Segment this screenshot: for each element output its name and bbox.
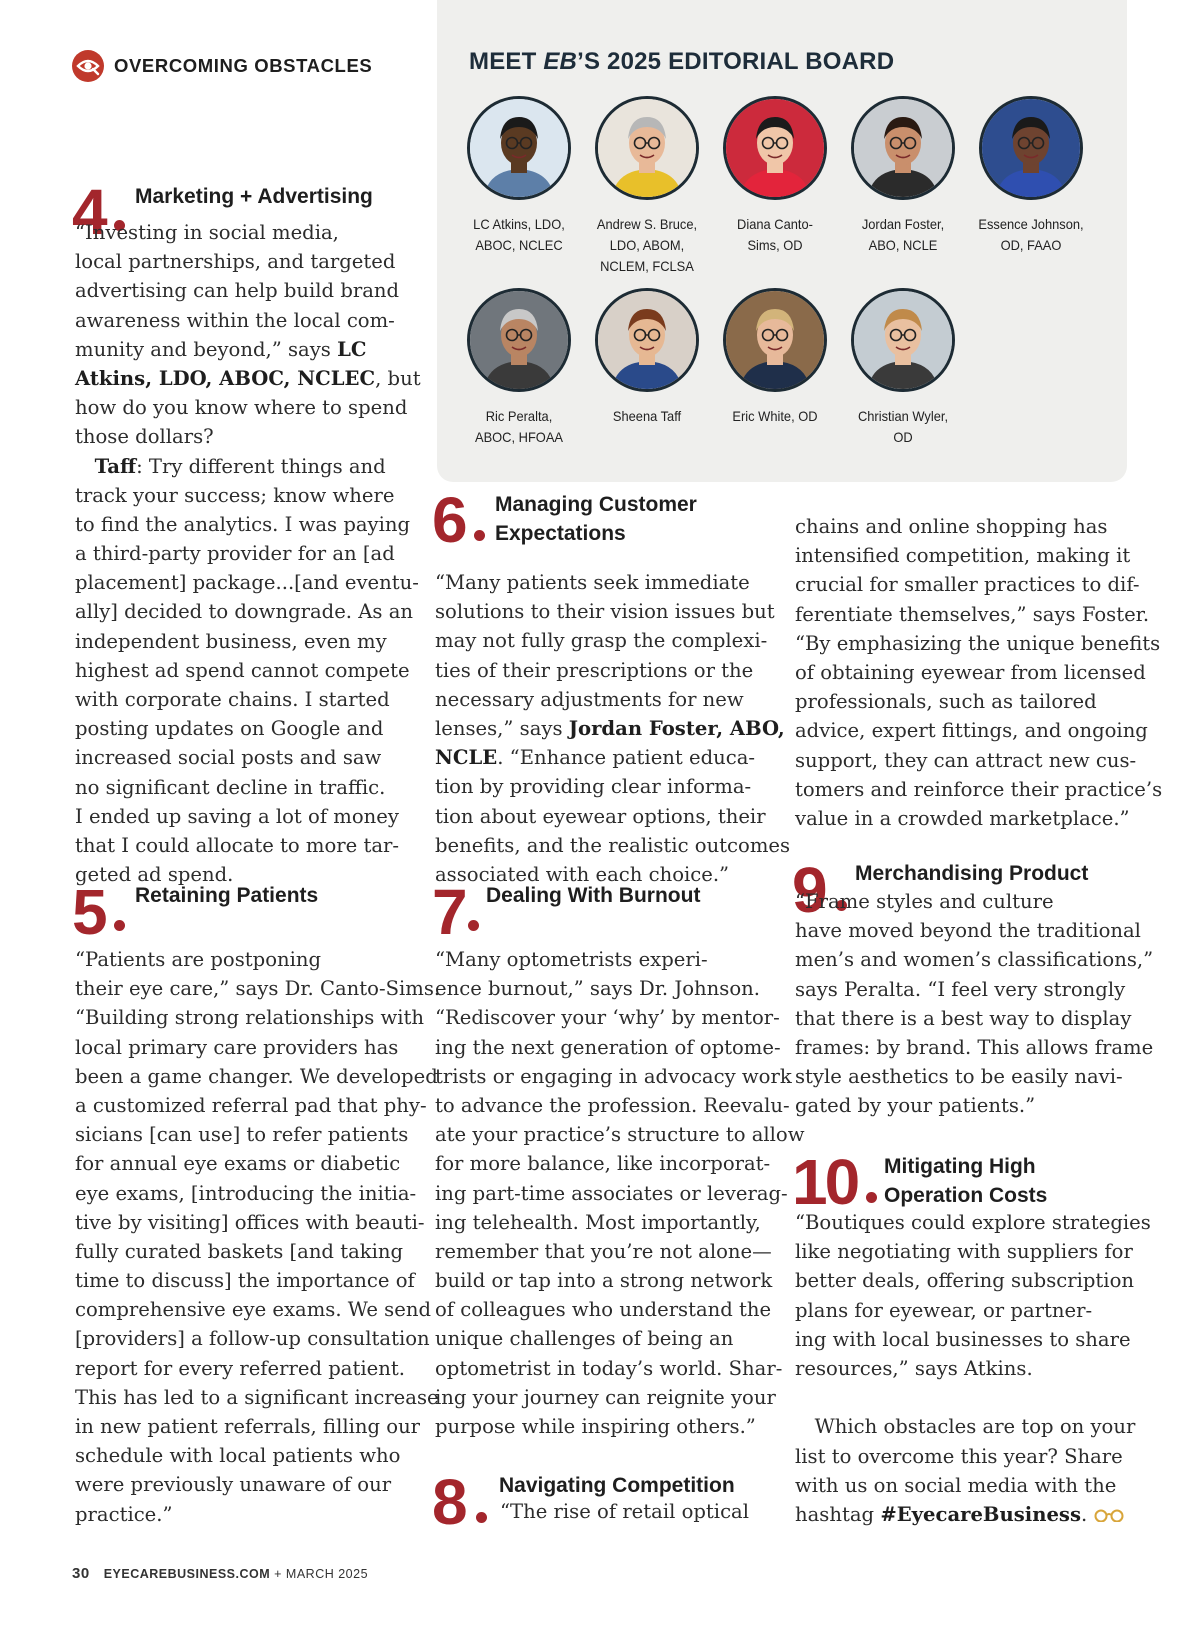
text-line: fully curated baskets [and taking bbox=[75, 1239, 404, 1263]
text-line: Which obstacles are top on your bbox=[795, 1415, 1136, 1439]
member-photo bbox=[851, 96, 955, 200]
item-9-body bbox=[795, 887, 1153, 1121]
text-line: to find the analytics. I was paying bbox=[75, 512, 411, 536]
text-line: eye exams, [introducing the initia- bbox=[75, 1181, 417, 1205]
text-line: better deals, offering subscription bbox=[795, 1269, 1134, 1293]
text-line: purpose while inspiring others.” bbox=[435, 1415, 756, 1438]
text-line: “The rise of retail optical bbox=[500, 1500, 749, 1523]
member-name: Christian Wyler, OD bbox=[857, 408, 949, 445]
text-line: benefits, and the realistic outcomes bbox=[435, 833, 791, 857]
text-line: ence burnout,” says Dr. Johnson. bbox=[435, 977, 760, 1001]
board-title: MEET EB’S 2025 EDITORIAL BOARD bbox=[469, 48, 895, 75]
text-line: [providers] a follow-up consultation bbox=[75, 1327, 430, 1351]
text-line: local primary care providers has bbox=[75, 1035, 399, 1059]
text-line: with us on social media with the bbox=[795, 1473, 1117, 1497]
text-line: gated by your patients.” bbox=[795, 1094, 1036, 1118]
text-line: report for every referred patient. bbox=[75, 1356, 405, 1380]
text-line: “Boutiques could explore strategies bbox=[795, 1211, 1151, 1234]
text-line: list to overcome this year? Share bbox=[795, 1444, 1123, 1468]
eye-logo-icon bbox=[72, 50, 104, 82]
text-line: to advance the profession. Reevalu- bbox=[435, 1093, 790, 1117]
text-line: hashtag #EyecareBusiness. bbox=[795, 1500, 1151, 1529]
text-line: ing the next generation of optome- bbox=[435, 1035, 781, 1059]
member-photo bbox=[595, 96, 699, 200]
item-7-body bbox=[435, 945, 805, 1441]
text-line: remember that you’re not alone— bbox=[435, 1239, 772, 1263]
text-line: I ended up saving a lot of money bbox=[75, 804, 399, 828]
item-4-body bbox=[75, 218, 421, 889]
text-line: build or tap into a strong network bbox=[435, 1269, 773, 1293]
text-line: advertising can help build brand bbox=[75, 279, 400, 303]
text-line: “By emphasizing the unique benefits bbox=[795, 631, 1161, 655]
footer-issue: + MARCH 2025 bbox=[270, 1567, 369, 1581]
text-line: ate your practice’s structure to allow bbox=[435, 1123, 805, 1147]
text-line: were previously unaware of our bbox=[75, 1473, 392, 1497]
text-line: highest ad spend cannot compete bbox=[75, 658, 410, 682]
text-line: associated with each choice.” bbox=[435, 862, 730, 886]
text-line: frames: by brand. This allows frame bbox=[795, 1035, 1154, 1059]
text-line: NCLE. “Enhance patient educa- bbox=[435, 746, 756, 770]
text-line: ferentiate themselves,” says Foster. bbox=[795, 602, 1150, 626]
item-number-dot bbox=[476, 1512, 487, 1523]
board-member bbox=[965, 96, 1097, 256]
page-number: 30 bbox=[72, 1565, 90, 1582]
item-number: 8 bbox=[432, 1466, 465, 1538]
member-name: Diana Canto- Sims, OD bbox=[737, 216, 813, 253]
item-number-dot bbox=[866, 1192, 877, 1203]
text-line: ing part-time associates or leverag- bbox=[435, 1181, 788, 1205]
text-line: optometrist in today’s world. Shar- bbox=[435, 1356, 783, 1380]
text-line: Atkins, LDO, ABOC, NCLEC, but bbox=[75, 366, 421, 390]
text-line: resources,” says Atkins. bbox=[795, 1356, 1033, 1380]
text-line: ties of their prescriptions or the bbox=[435, 658, 754, 682]
member-photo bbox=[723, 288, 827, 392]
board-member bbox=[453, 288, 585, 448]
text-line: says Peralta. “I feel very strongly bbox=[795, 977, 1126, 1001]
text-line: placement] package...[and eventu- bbox=[75, 571, 419, 595]
board-member bbox=[709, 288, 841, 427]
text-line: “Many patients seek immediate bbox=[435, 571, 750, 594]
text-line: plans for eyewear, or partner- bbox=[795, 1298, 1093, 1322]
item-5-body bbox=[75, 945, 440, 1529]
text-line: those dollars? bbox=[75, 425, 214, 449]
text-line: tomers and reinforce their practice’s bbox=[795, 777, 1163, 801]
item-number: 5 bbox=[72, 876, 105, 948]
member-photo bbox=[467, 288, 571, 392]
text-line: “Investing in social media, bbox=[75, 221, 339, 244]
page-footer bbox=[72, 1565, 368, 1582]
text-line: for annual eye exams or diabetic bbox=[75, 1152, 401, 1176]
text-line: intensified competition, making it bbox=[795, 544, 1131, 568]
text-line: value in a crowded marketplace.” bbox=[795, 806, 1130, 830]
member-name: LC Atkins, LDO, ABOC, NCLEC bbox=[473, 216, 565, 253]
text-line: professionals, such as tailored bbox=[795, 690, 1097, 714]
text-line: have moved beyond the traditional bbox=[795, 919, 1141, 943]
member-photo bbox=[979, 96, 1083, 200]
text-line: ing with local businesses to share bbox=[795, 1327, 1131, 1351]
item-title: Managing Customer Expectations bbox=[495, 493, 697, 545]
text-line: tion by providing clear informa- bbox=[435, 775, 752, 799]
text-line: Taff: Try different things and bbox=[94, 454, 386, 478]
text-line: munity and beyond,” says LC bbox=[75, 337, 367, 361]
text-line: This has led to a significant increase bbox=[75, 1385, 439, 1409]
text-line: unique challenges of being an bbox=[435, 1327, 734, 1351]
board-member bbox=[581, 288, 713, 427]
item-8-body bbox=[500, 1497, 749, 1526]
member-photo bbox=[723, 96, 827, 200]
member-name: Eric White, OD bbox=[732, 408, 818, 424]
text-line: of obtaining eyewear from licensed bbox=[795, 660, 1146, 684]
item-number: 9 bbox=[792, 854, 825, 926]
text-line: their eye care,” says Dr. Canto-Sims. bbox=[75, 977, 441, 1001]
item-10-body bbox=[795, 1208, 1151, 1529]
item-title: Navigating Competition bbox=[499, 1474, 735, 1497]
text-line: chains and online shopping has bbox=[795, 515, 1108, 538]
item-title: Dealing With Burnout bbox=[486, 884, 701, 907]
text-line: for more balance, like incorporat- bbox=[435, 1152, 771, 1176]
item-number: 4 bbox=[72, 176, 105, 248]
member-photo bbox=[595, 288, 699, 392]
text-line: ally] decided to downgrade. As an bbox=[75, 600, 413, 624]
text-line: with corporate chains. I started bbox=[75, 688, 390, 711]
item-number: 7 bbox=[432, 876, 465, 948]
member-photo bbox=[851, 288, 955, 392]
text-line: “Rediscover your ‘why’ by mentor- bbox=[435, 1006, 780, 1030]
text-line: practice.” bbox=[75, 1502, 173, 1526]
board-member bbox=[837, 96, 969, 256]
footer-site: EYECAREBUSINESS.COM bbox=[103, 1567, 271, 1581]
text-line: no significant decline in traffic. bbox=[75, 775, 386, 799]
text-line: been a game changer. We developed bbox=[75, 1064, 438, 1088]
text-line: lenses,” says Jordan Foster, ABO, bbox=[435, 716, 785, 740]
text-line: like negotiating with suppliers for bbox=[795, 1240, 1133, 1264]
text-line: men’s and women’s classifications,” bbox=[795, 948, 1154, 972]
item-title: Marketing + Advertising bbox=[135, 185, 373, 208]
item-8-body-continued bbox=[795, 512, 1162, 833]
text-line: independent business, even my bbox=[75, 629, 387, 653]
member-name: Andrew S. Bruce, LDO, ABOM, NCLEM, FCLSA bbox=[596, 216, 698, 274]
editorial-board-panel bbox=[437, 0, 1127, 482]
item-number: 10 bbox=[792, 1146, 858, 1218]
text-line: style aesthetics to be easily navi- bbox=[795, 1065, 1123, 1089]
board-member bbox=[453, 96, 585, 256]
text-line: schedule with local patients who bbox=[75, 1444, 401, 1468]
text-line bbox=[795, 1383, 1151, 1412]
text-line: increased social posts and saw bbox=[75, 746, 382, 770]
text-line: awareness within the local com- bbox=[75, 308, 395, 332]
member-name: Ric Peralta, ABOC, HFOAA bbox=[474, 408, 564, 445]
text-line: “Frame styles and culture bbox=[795, 890, 1054, 913]
text-line: time to discuss] the importance of bbox=[75, 1269, 415, 1293]
item-6-heading bbox=[432, 484, 752, 556]
item-number-dot bbox=[114, 920, 125, 931]
item-6-body bbox=[435, 568, 790, 889]
text-line: sicians [can use] to refer patients bbox=[75, 1123, 409, 1147]
text-line: trists or engaging in advocacy work bbox=[435, 1064, 792, 1088]
text-line: “Patients are postponing bbox=[75, 948, 322, 971]
text-line: local partnerships, and targeted bbox=[75, 250, 396, 274]
text-line: solutions to their vision issues but bbox=[435, 600, 775, 624]
text-line: ing telehealth. Most importantly, bbox=[435, 1210, 761, 1234]
item-number: 6 bbox=[432, 484, 465, 556]
text-line: necessary adjustments for new bbox=[435, 687, 744, 711]
item-title: Retaining Patients bbox=[135, 884, 319, 907]
board-member bbox=[837, 288, 969, 448]
text-line: in new patient referrals, filling our bbox=[75, 1415, 421, 1438]
item-title: Mitigating High Operation Costs bbox=[884, 1155, 1048, 1207]
text-line: “Many optometrists experi- bbox=[435, 948, 708, 971]
text-line: advice, expert fittings, and ongoing bbox=[795, 719, 1148, 743]
text-line: posting updates on Google and bbox=[75, 717, 384, 741]
section-header bbox=[72, 50, 372, 82]
text-line: “Building strong relationships with bbox=[75, 1006, 425, 1030]
member-name: Essence Johnson, OD, FAAO bbox=[978, 216, 1084, 253]
text-line: a third-party provider for an [ad bbox=[75, 542, 395, 566]
text-line: comprehensive eye exams. We send bbox=[75, 1298, 431, 1322]
text-line: tion about eyewear options, their bbox=[435, 804, 766, 828]
text-line: support, they can attract new cus- bbox=[795, 748, 1137, 772]
item-10-heading bbox=[792, 1146, 1112, 1218]
glasses-icon bbox=[1093, 1501, 1125, 1530]
text-line: that I could allocate to more tar- bbox=[75, 833, 400, 857]
text-line: crucial for smaller practices to dif- bbox=[795, 573, 1140, 597]
text-line: how do you know where to spend bbox=[75, 396, 408, 420]
member-name: Jordan Foster, ABO, NCLE bbox=[861, 216, 945, 253]
item-number-dot bbox=[468, 920, 479, 931]
board-member bbox=[581, 96, 713, 277]
text-line: of colleagues who understand the bbox=[435, 1298, 772, 1322]
text-line: tive by visiting] offices with beauti- bbox=[75, 1210, 425, 1234]
member-name: Sheena Taff bbox=[612, 408, 682, 424]
member-photo bbox=[467, 96, 571, 200]
text-line: that there is a best way to display bbox=[795, 1006, 1132, 1030]
text-line: ing your journey can reignite your bbox=[435, 1385, 776, 1409]
item-title: Merchandising Product bbox=[855, 862, 1089, 885]
item-number-dot bbox=[474, 530, 485, 541]
section-label: OVERCOMING OBSTACLES bbox=[114, 55, 373, 76]
text-line: may not fully grasp the complexi- bbox=[435, 629, 768, 653]
text-line: a customized referral pad that phy- bbox=[75, 1093, 427, 1117]
board-member bbox=[709, 96, 841, 256]
text-line: track your success; know where bbox=[75, 483, 395, 507]
text-line: geted ad spend. bbox=[75, 863, 234, 887]
